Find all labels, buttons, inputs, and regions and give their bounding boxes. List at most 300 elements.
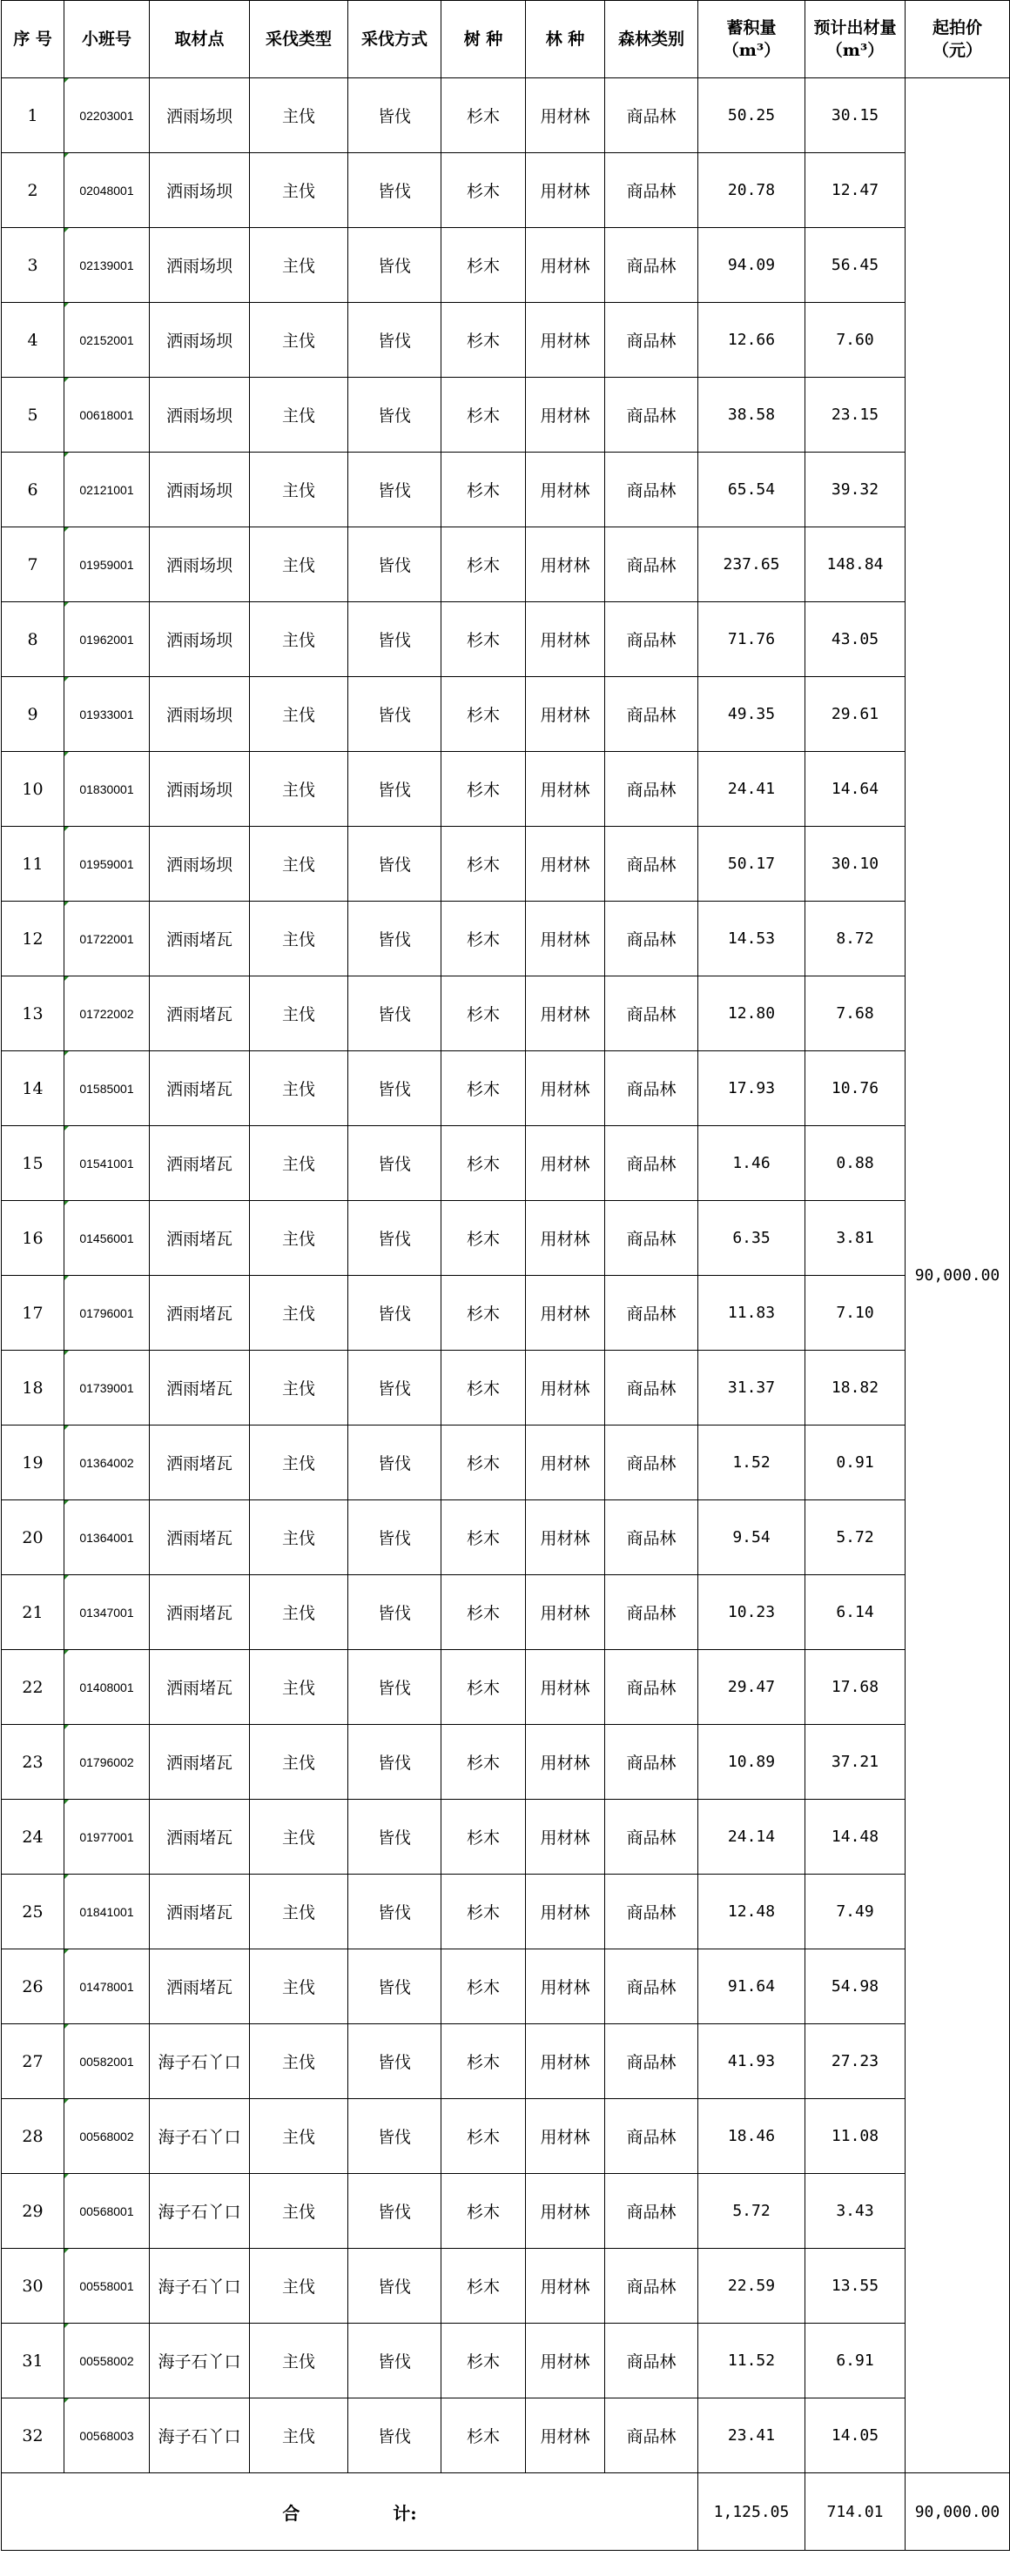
row-category: 商品林	[605, 1351, 698, 1426]
row-plot: 01841001	[64, 1875, 150, 1949]
row-species: 杉木	[441, 2099, 526, 2174]
row-plot: 00568003	[64, 2398, 150, 2473]
row-forest-type: 用材林	[526, 1126, 605, 1201]
row-site: 洒雨堵瓦	[150, 1875, 250, 1949]
row-category: 商品林	[605, 2398, 698, 2473]
row-category: 商品林	[605, 1276, 698, 1351]
row-category: 商品林	[605, 2024, 698, 2099]
row-site: 洒雨堵瓦	[150, 1575, 250, 1650]
row-seq: 7	[2, 527, 64, 602]
total-price: 90,000.00	[906, 2473, 1010, 2551]
row-site: 洒雨堵瓦	[150, 1800, 250, 1875]
row-volume: 5.72	[698, 2174, 805, 2249]
row-plot: 01830001	[64, 752, 150, 827]
row-cut-type: 主伐	[250, 1500, 348, 1575]
row-species: 杉木	[441, 2024, 526, 2099]
row-yield: 12.47	[805, 153, 906, 228]
row-plot: 01959001	[64, 827, 150, 902]
row-volume: 17.93	[698, 1051, 805, 1126]
row-volume: 12.80	[698, 976, 805, 1051]
row-plot: 01347001	[64, 1575, 150, 1650]
row-plot: 01722002	[64, 976, 150, 1051]
row-species: 杉木	[441, 2249, 526, 2324]
row-species: 杉木	[441, 1126, 526, 1201]
row-forest-type: 用材林	[526, 2398, 605, 2473]
row-species: 杉木	[441, 827, 526, 902]
row-category: 商品林	[605, 527, 698, 602]
row-site: 洒雨场坝	[150, 303, 250, 378]
row-species: 杉木	[441, 228, 526, 303]
row-plot: 01959001	[64, 527, 150, 602]
row-cut-method: 皆伐	[348, 1575, 441, 1650]
row-site: 洒雨场坝	[150, 378, 250, 453]
row-yield: 56.45	[805, 228, 906, 303]
row-cut-type: 主伐	[250, 752, 348, 827]
total-row	[2, 2473, 1010, 2551]
row-cut-method: 皆伐	[348, 1276, 441, 1351]
row-forest-type: 用材林	[526, 1426, 605, 1500]
row-species: 杉木	[441, 2174, 526, 2249]
row-seq: 6	[2, 453, 64, 527]
row-cut-method: 皆伐	[348, 1051, 441, 1126]
table-row	[2, 303, 1010, 378]
row-volume: 10.23	[698, 1575, 805, 1650]
row-volume: 12.66	[698, 303, 805, 378]
row-site: 洒雨堵瓦	[150, 1351, 250, 1426]
row-plot: 01962001	[64, 602, 150, 677]
row-plot: 00582001	[64, 2024, 150, 2099]
row-forest-type: 用材林	[526, 2324, 605, 2398]
row-seq: 14	[2, 1051, 64, 1126]
row-volume: 49.35	[698, 677, 805, 752]
table-row	[2, 976, 1010, 1051]
row-volume: 1.52	[698, 1426, 805, 1500]
row-cut-type: 主伐	[250, 2174, 348, 2249]
row-seq: 4	[2, 303, 64, 378]
table-row	[2, 2024, 1010, 2099]
row-site: 海子石丫口	[150, 2099, 250, 2174]
row-volume: 6.35	[698, 1201, 805, 1276]
row-category: 商品林	[605, 78, 698, 153]
row-yield: 14.05	[805, 2398, 906, 2473]
row-forest-type: 用材林	[526, 453, 605, 527]
row-plot: 01456001	[64, 1201, 150, 1276]
row-site: 洒雨堵瓦	[150, 1426, 250, 1500]
row-volume: 11.83	[698, 1276, 805, 1351]
row-site: 洒雨堵瓦	[150, 1126, 250, 1201]
row-volume: 94.09	[698, 228, 805, 303]
start-price: 90,000.00	[906, 78, 1010, 2473]
row-seq: 20	[2, 1500, 64, 1575]
row-plot: 02203001	[64, 78, 150, 153]
row-cut-type: 主伐	[250, 2099, 348, 2174]
row-cut-type: 主伐	[250, 153, 348, 228]
table-row	[2, 1351, 1010, 1426]
header-plot: 小班号	[64, 1, 150, 78]
row-yield: 5.72	[805, 1500, 906, 1575]
row-seq: 8	[2, 602, 64, 677]
table-row	[2, 1949, 1010, 2024]
row-seq: 26	[2, 1949, 64, 2024]
row-volume: 50.17	[698, 827, 805, 902]
row-forest-type: 用材林	[526, 752, 605, 827]
row-plot: 00558002	[64, 2324, 150, 2398]
row-species: 杉木	[441, 1800, 526, 1875]
header-cut-method: 采伐方式	[348, 1, 441, 78]
table-row	[2, 2324, 1010, 2398]
row-yield: 14.48	[805, 1800, 906, 1875]
row-species: 杉木	[441, 1276, 526, 1351]
row-cut-type: 主伐	[250, 1426, 348, 1500]
row-category: 商品林	[605, 1201, 698, 1276]
row-species: 杉木	[441, 2324, 526, 2398]
row-seq: 15	[2, 1126, 64, 1201]
row-yield: 14.64	[805, 752, 906, 827]
row-yield: 18.82	[805, 1351, 906, 1426]
row-forest-type: 用材林	[526, 1650, 605, 1725]
row-species: 杉木	[441, 1201, 526, 1276]
header-yield-title: 预计出材量	[813, 18, 897, 37]
row-volume: 65.54	[698, 453, 805, 527]
row-cut-type: 主伐	[250, 78, 348, 153]
row-species: 杉木	[441, 1051, 526, 1126]
header-seq: 序 号	[2, 1, 64, 78]
row-volume: 31.37	[698, 1351, 805, 1426]
header-forest-type: 林 种	[526, 1, 605, 78]
row-forest-type: 用材林	[526, 303, 605, 378]
row-site: 洒雨场坝	[150, 827, 250, 902]
row-volume: 91.64	[698, 1949, 805, 2024]
row-cut-method: 皆伐	[348, 2174, 441, 2249]
row-yield: 30.15	[805, 78, 906, 153]
row-cut-method: 皆伐	[348, 902, 441, 976]
row-yield: 7.68	[805, 976, 906, 1051]
table-row	[2, 1126, 1010, 1201]
table-row	[2, 2099, 1010, 2174]
table-row	[2, 78, 1010, 153]
row-category: 商品林	[605, 1949, 698, 2024]
row-category: 商品林	[605, 902, 698, 976]
row-category: 商品林	[605, 378, 698, 453]
row-category: 商品林	[605, 602, 698, 677]
row-volume: 24.41	[698, 752, 805, 827]
row-cut-method: 皆伐	[348, 1875, 441, 1949]
table-row	[2, 1500, 1010, 1575]
row-species: 杉木	[441, 1351, 526, 1426]
row-category: 商品林	[605, 1500, 698, 1575]
header-yield-unit: （m³）	[825, 41, 885, 60]
row-yield: 3.43	[805, 2174, 906, 2249]
row-forest-type: 用材林	[526, 2024, 605, 2099]
timber-auction-table	[1, 0, 1010, 2551]
row-cut-method: 皆伐	[348, 1800, 441, 1875]
row-seq: 28	[2, 2099, 64, 2174]
row-plot: 01541001	[64, 1126, 150, 1201]
row-cut-type: 主伐	[250, 827, 348, 902]
row-forest-type: 用材林	[526, 1351, 605, 1426]
row-seq: 19	[2, 1426, 64, 1500]
row-cut-type: 主伐	[250, 1650, 348, 1725]
row-site: 洒雨场坝	[150, 677, 250, 752]
row-forest-type: 用材林	[526, 1051, 605, 1126]
row-species: 杉木	[441, 1875, 526, 1949]
row-cut-type: 主伐	[250, 2398, 348, 2473]
row-species: 杉木	[441, 78, 526, 153]
row-seq: 22	[2, 1650, 64, 1725]
row-cut-method: 皆伐	[348, 2024, 441, 2099]
row-plot: 01364001	[64, 1500, 150, 1575]
row-cut-type: 主伐	[250, 1575, 348, 1650]
row-site: 洒雨堵瓦	[150, 902, 250, 976]
row-seq: 16	[2, 1201, 64, 1276]
row-cut-type: 主伐	[250, 1201, 348, 1276]
row-volume: 71.76	[698, 602, 805, 677]
table-row	[2, 1201, 1010, 1276]
header-volume	[698, 1, 805, 78]
row-plot: 02048001	[64, 153, 150, 228]
row-forest-type: 用材林	[526, 2099, 605, 2174]
total-volume: 1,125.05	[698, 2473, 805, 2551]
row-forest-type: 用材林	[526, 1725, 605, 1800]
row-species: 杉木	[441, 1949, 526, 2024]
row-yield: 17.68	[805, 1650, 906, 1725]
row-yield: 39.32	[805, 453, 906, 527]
row-site: 海子石丫口	[150, 2174, 250, 2249]
row-plot: 01408001	[64, 1650, 150, 1725]
header-category: 森林类别	[605, 1, 698, 78]
row-seq: 25	[2, 1875, 64, 1949]
row-cut-method: 皆伐	[348, 1126, 441, 1201]
row-site: 洒雨场坝	[150, 228, 250, 303]
row-yield: 6.14	[805, 1575, 906, 1650]
row-seq: 23	[2, 1725, 64, 1800]
table-row	[2, 827, 1010, 902]
table-row	[2, 1276, 1010, 1351]
row-species: 杉木	[441, 752, 526, 827]
row-cut-type: 主伐	[250, 1126, 348, 1201]
row-cut-method: 皆伐	[348, 1949, 441, 2024]
row-volume: 38.58	[698, 378, 805, 453]
row-cut-type: 主伐	[250, 378, 348, 453]
table-row	[2, 902, 1010, 976]
row-volume: 50.25	[698, 78, 805, 153]
row-seq: 30	[2, 2249, 64, 2324]
header-volume-unit: （m³）	[722, 41, 781, 60]
row-volume: 237.65	[698, 527, 805, 602]
row-species: 杉木	[441, 1650, 526, 1725]
row-cut-method: 皆伐	[348, 827, 441, 902]
row-site: 洒雨场坝	[150, 527, 250, 602]
row-site: 洒雨堵瓦	[150, 1650, 250, 1725]
row-species: 杉木	[441, 1575, 526, 1650]
row-plot: 00568002	[64, 2099, 150, 2174]
row-species: 杉木	[441, 153, 526, 228]
header-yield	[805, 1, 906, 78]
row-cut-method: 皆伐	[348, 153, 441, 228]
row-yield: 7.60	[805, 303, 906, 378]
table-row	[2, 2174, 1010, 2249]
row-volume: 23.41	[698, 2398, 805, 2473]
row-category: 商品林	[605, 1800, 698, 1875]
row-plot: 00618001	[64, 378, 150, 453]
table-row	[2, 527, 1010, 602]
row-cut-type: 主伐	[250, 1725, 348, 1800]
row-yield: 7.10	[805, 1276, 906, 1351]
row-cut-type: 主伐	[250, 2249, 348, 2324]
row-plot: 01796001	[64, 1276, 150, 1351]
row-site: 洒雨堵瓦	[150, 1500, 250, 1575]
row-species: 杉木	[441, 303, 526, 378]
row-yield: 7.49	[805, 1875, 906, 1949]
row-forest-type: 用材林	[526, 1500, 605, 1575]
row-plot: 01478001	[64, 1949, 150, 2024]
row-cut-type: 主伐	[250, 1875, 348, 1949]
row-volume: 18.46	[698, 2099, 805, 2174]
row-cut-method: 皆伐	[348, 2099, 441, 2174]
row-category: 商品林	[605, 228, 698, 303]
row-plot: 00568001	[64, 2174, 150, 2249]
row-volume: 10.89	[698, 1725, 805, 1800]
row-cut-type: 主伐	[250, 2024, 348, 2099]
row-plot: 01585001	[64, 1051, 150, 1126]
row-yield: 27.23	[805, 2024, 906, 2099]
row-cut-method: 皆伐	[348, 752, 441, 827]
table-row	[2, 602, 1010, 677]
row-cut-method: 皆伐	[348, 2398, 441, 2473]
row-cut-type: 主伐	[250, 976, 348, 1051]
row-yield: 8.72	[805, 902, 906, 976]
row-forest-type: 用材林	[526, 378, 605, 453]
row-cut-method: 皆伐	[348, 2249, 441, 2324]
row-forest-type: 用材林	[526, 1575, 605, 1650]
row-site: 洒雨堵瓦	[150, 1201, 250, 1276]
row-cut-method: 皆伐	[348, 378, 441, 453]
row-cut-method: 皆伐	[348, 1426, 441, 1500]
row-forest-type: 用材林	[526, 527, 605, 602]
row-category: 商品林	[605, 2099, 698, 2174]
row-seq: 21	[2, 1575, 64, 1650]
row-cut-method: 皆伐	[348, 1650, 441, 1725]
row-yield: 148.84	[805, 527, 906, 602]
row-forest-type: 用材林	[526, 2249, 605, 2324]
table-row	[2, 1575, 1010, 1650]
row-species: 杉木	[441, 527, 526, 602]
row-site: 洒雨堵瓦	[150, 1051, 250, 1126]
row-volume: 24.14	[698, 1800, 805, 1875]
row-site: 海子石丫口	[150, 2398, 250, 2473]
row-species: 杉木	[441, 2398, 526, 2473]
row-forest-type: 用材林	[526, 602, 605, 677]
row-site: 洒雨场坝	[150, 453, 250, 527]
row-seq: 27	[2, 2024, 64, 2099]
row-category: 商品林	[605, 2324, 698, 2398]
row-seq: 10	[2, 752, 64, 827]
row-category: 商品林	[605, 1575, 698, 1650]
row-cut-method: 皆伐	[348, 78, 441, 153]
row-plot: 01722001	[64, 902, 150, 976]
row-species: 杉木	[441, 1426, 526, 1500]
row-forest-type: 用材林	[526, 1201, 605, 1276]
table-row	[2, 1650, 1010, 1725]
row-yield: 30.10	[805, 827, 906, 902]
row-site: 海子石丫口	[150, 2024, 250, 2099]
row-yield: 6.91	[805, 2324, 906, 2398]
row-forest-type: 用材林	[526, 1800, 605, 1875]
row-category: 商品林	[605, 303, 698, 378]
row-yield: 29.61	[805, 677, 906, 752]
row-cut-type: 主伐	[250, 902, 348, 976]
row-forest-type: 用材林	[526, 827, 605, 902]
row-site: 洒雨场坝	[150, 752, 250, 827]
row-species: 杉木	[441, 378, 526, 453]
row-cut-type: 主伐	[250, 1800, 348, 1875]
header-site: 取材点	[150, 1, 250, 78]
row-site: 洒雨堵瓦	[150, 1725, 250, 1800]
row-cut-type: 主伐	[250, 1949, 348, 2024]
row-plot: 02121001	[64, 453, 150, 527]
row-seq: 9	[2, 677, 64, 752]
row-category: 商品林	[605, 153, 698, 228]
table-row	[2, 752, 1010, 827]
row-yield: 37.21	[805, 1725, 906, 1800]
row-cut-type: 主伐	[250, 527, 348, 602]
row-cut-type: 主伐	[250, 453, 348, 527]
row-volume: 11.52	[698, 2324, 805, 2398]
row-forest-type: 用材林	[526, 2174, 605, 2249]
row-seq: 29	[2, 2174, 64, 2249]
row-species: 杉木	[441, 1500, 526, 1575]
row-category: 商品林	[605, 752, 698, 827]
row-category: 商品林	[605, 677, 698, 752]
row-seq: 24	[2, 1800, 64, 1875]
row-volume: 29.47	[698, 1650, 805, 1725]
table-row	[2, 1051, 1010, 1126]
table-row	[2, 453, 1010, 527]
row-plot: 00558001	[64, 2249, 150, 2324]
header-row	[2, 1, 1010, 78]
row-cut-type: 主伐	[250, 228, 348, 303]
row-cut-method: 皆伐	[348, 527, 441, 602]
row-forest-type: 用材林	[526, 78, 605, 153]
table-row	[2, 2249, 1010, 2324]
header-volume-title: 蓄积量	[726, 18, 777, 37]
row-seq: 2	[2, 153, 64, 228]
row-cut-method: 皆伐	[348, 453, 441, 527]
row-cut-type: 主伐	[250, 303, 348, 378]
row-volume: 9.54	[698, 1500, 805, 1575]
table-row	[2, 677, 1010, 752]
row-species: 杉木	[441, 453, 526, 527]
row-category: 商品林	[605, 827, 698, 902]
row-volume: 22.59	[698, 2249, 805, 2324]
row-yield: 54.98	[805, 1949, 906, 2024]
row-category: 商品林	[605, 2249, 698, 2324]
row-yield: 13.55	[805, 2249, 906, 2324]
row-cut-method: 皆伐	[348, 602, 441, 677]
header-price-title: 起拍价	[932, 18, 982, 37]
row-volume: 20.78	[698, 153, 805, 228]
row-category: 商品林	[605, 1126, 698, 1201]
table-row	[2, 1426, 1010, 1500]
row-plot: 01364002	[64, 1426, 150, 1500]
total-label: 合 计:	[2, 2473, 698, 2551]
header-price-unit: （元）	[932, 41, 982, 60]
row-forest-type: 用材林	[526, 228, 605, 303]
row-category: 商品林	[605, 1650, 698, 1725]
row-cut-method: 皆伐	[348, 303, 441, 378]
header-species: 树 种	[441, 1, 526, 78]
table-row	[2, 378, 1010, 453]
